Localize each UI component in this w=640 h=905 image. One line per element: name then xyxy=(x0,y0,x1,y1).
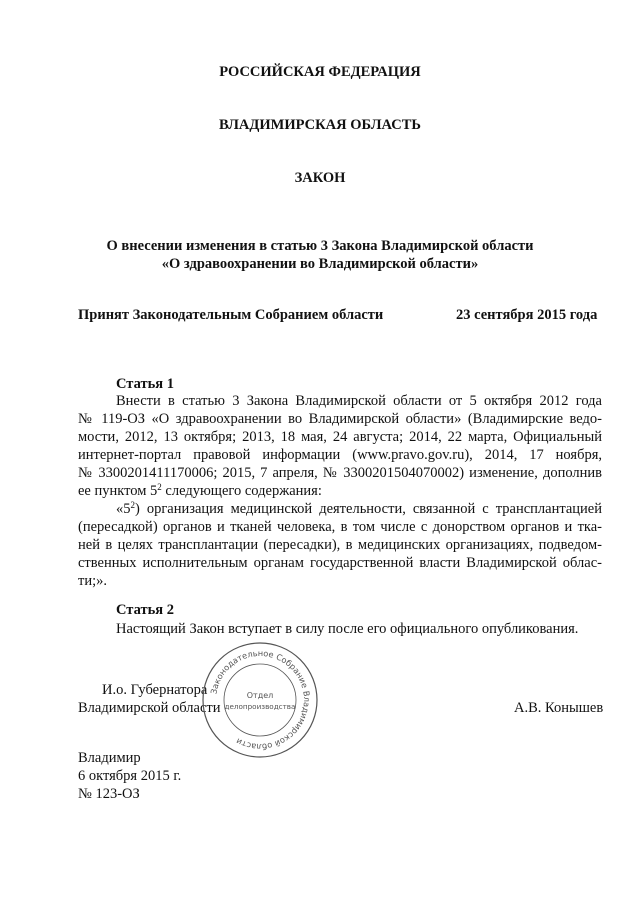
article-1-line xyxy=(78,482,602,500)
quote-line: (пересадкой) органов и тканей человека, в том числе с донорством органов и тка- xyxy=(78,519,602,535)
official-stamp xyxy=(200,640,320,760)
title-line-2: «О здравоохранении во Владимирской области» xyxy=(161,256,479,272)
article-1-line: № 119-ОЗ «О здравоохранении во Владимирской области» (Владимирские ведо- xyxy=(78,411,602,427)
article-1-line-6-sup: 2 xyxy=(157,482,162,492)
footer-city: Владимир xyxy=(78,750,141,766)
quote-line: ти;». xyxy=(78,573,107,589)
article-1-heading: Статья 1 xyxy=(116,376,174,392)
footer-date: 6 октября 2015 г. xyxy=(78,768,182,784)
signature-name: А.В. Конышев xyxy=(514,700,604,716)
article-1-line: интернет-портал правовой информации (www.pravo.gov.ru), 2014, 17 ноября, xyxy=(78,447,602,463)
quote-line xyxy=(78,500,602,518)
stamp-center-line-2: делопроизводства xyxy=(224,702,296,711)
quote-line: ней в целях трансплантации (пересадки), в медицинских организациях, подведом- xyxy=(78,537,602,553)
article-1-line: мости, 2012, 13 октября; 2013, 18 мая, 24 августа; 2014, 22 марта, Официальный xyxy=(78,429,602,445)
signature-position-line-2: Владимирской области xyxy=(78,700,221,716)
article-1-line: Внести в статью 3 Закона Владимирской области от 5 октября 2012 года xyxy=(116,393,602,409)
stamp-center-line-1: Отдел xyxy=(246,691,274,700)
adoption-by: Принят Законодательным Собранием области xyxy=(78,307,384,323)
signature-position-line-1: И.о. Губернатора xyxy=(102,682,208,698)
quote-line: ственных исполнительным органам государственной власти Владимирской облас- xyxy=(78,555,602,571)
header-country: РОССИЙСКАЯ ФЕДЕРАЦИЯ xyxy=(219,64,421,80)
quote-sup: 2 xyxy=(130,500,135,510)
adoption-date: 23 сентября 2015 года xyxy=(456,307,598,323)
article-2-heading: Статья 2 xyxy=(116,602,174,618)
header-region: ВЛАДИМИРСКАЯ ОБЛАСТЬ xyxy=(219,117,421,133)
header-doc-type: ЗАКОН xyxy=(294,170,346,186)
stamp-outer-ring xyxy=(203,643,317,757)
article-1-line-6-suffix: следующего содержания: xyxy=(161,483,322,499)
stamp-ring-text: Законодательное Собрание Владимирской области xyxy=(208,647,313,753)
title-line-1: О внесении изменения в статью 3 Закона Владимирской области xyxy=(106,238,534,254)
footer-number: № 123-ОЗ xyxy=(78,786,140,802)
stamp-inner-ring xyxy=(224,664,296,736)
quote-first-rest: ) организация медицинской деятельности, связанной с трансплантацией xyxy=(135,501,602,517)
article-2-text: Настоящий Закон вступает в силу после его официального опубликования. xyxy=(116,621,579,637)
quote-open: «5 xyxy=(116,501,131,517)
article-1-line-6-prefix: ее пунктом 5 xyxy=(78,483,158,499)
article-1-line: № 3300201411170006; 2015, 7 апреля, № 3300201504070002) изменение, дополнив xyxy=(78,465,602,481)
